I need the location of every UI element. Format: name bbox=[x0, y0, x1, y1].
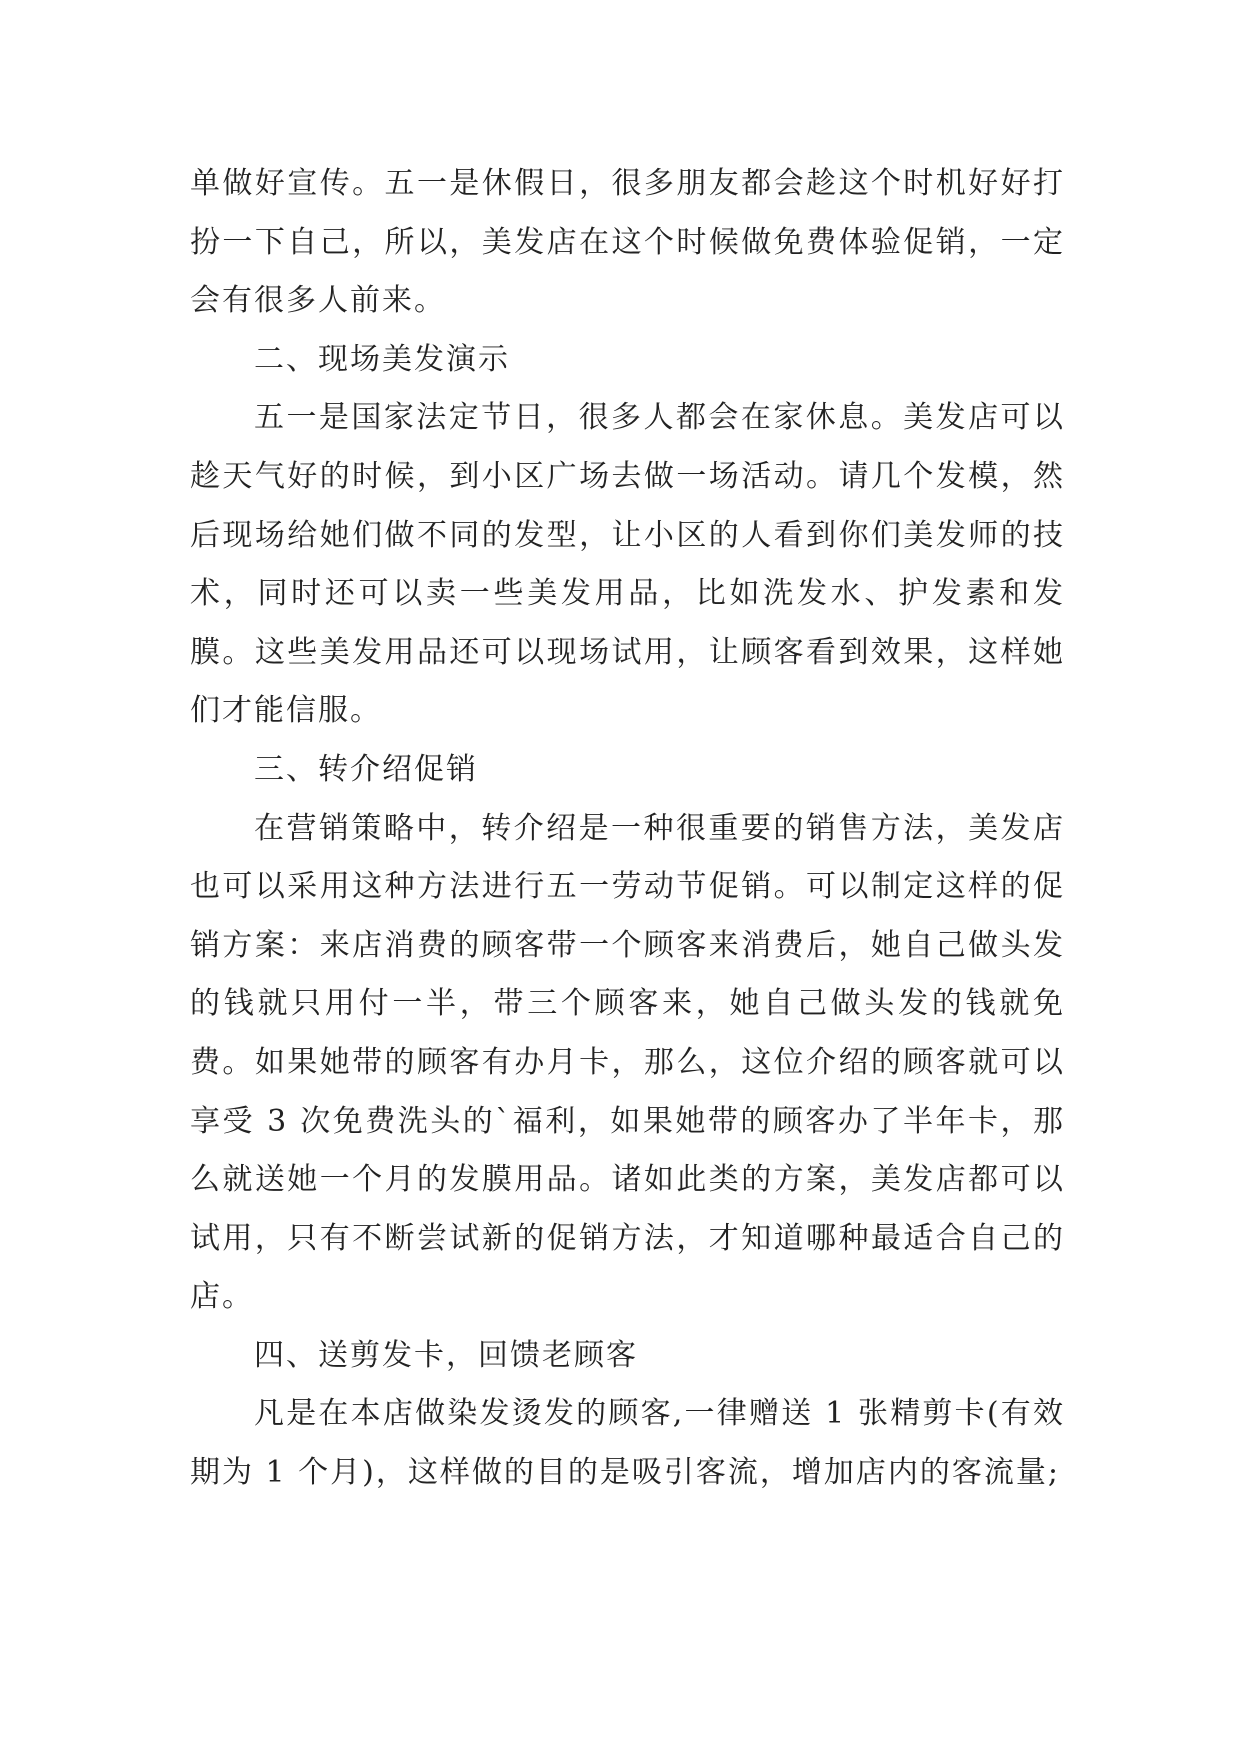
paragraph-intro-continuation: 单做好宣传。五一是休假日，很多朋友都会趁这个时机好好打扮一下自己，所以，美发店在这个时候做免费体验促销，一定会有很多人前来。 bbox=[190, 166, 1065, 319]
paragraph-section-4: 凡是在本店做染发烫发的顾客,一律赠送 1 张精剪卡(有效期为 1 个月)，这样做的目的是吸引客流，增加店内的客流量; bbox=[190, 1396, 1065, 1491]
section-heading-3: 三、转介绍促销 bbox=[254, 751, 478, 787]
paragraph-section-2: 五一是国家法定节日，很多人都会在家休息。美发店可以趁天气好的时候，到小区广场去做一场活动。请几个发模，然后现场给她们做不同的发型，让小区的人看到你们美发师的技术，同时还可以卖一些美发用品，比如洗发水、护发素和发膜。这些美发用品还可以现场试用，让顾客看到效果，这样她们才能信服。 bbox=[190, 400, 1065, 729]
section-heading-2: 二、现场美发演示 bbox=[254, 341, 510, 377]
document-body bbox=[190, 155, 1065, 1503]
paragraph-section-3: 在营销策略中，转介绍是一种很重要的销售方法，美发店也可以采用这种方法进行五一劳动节促销。可以制定这样的促销方案：来店消费的顾客带一个顾客来消费后，她自己做头发的钱就只用付一半，带三个顾客来，她自己做头发的钱就免费。如果她带的顾客有办月卡，那么，这位介绍的顾客就可以享受 3 次免费洗头的`福利，如果她带的顾客办了半年卡，那么就送她一个月的发膜用品。诸如此类的方案，美发店都可以试用，只有不断尝试新的促销方法，才知道哪种最适合自己的店。 bbox=[190, 810, 1065, 1315]
section-heading-4: 四、送剪发卡，回馈老顾客 bbox=[254, 1337, 638, 1373]
